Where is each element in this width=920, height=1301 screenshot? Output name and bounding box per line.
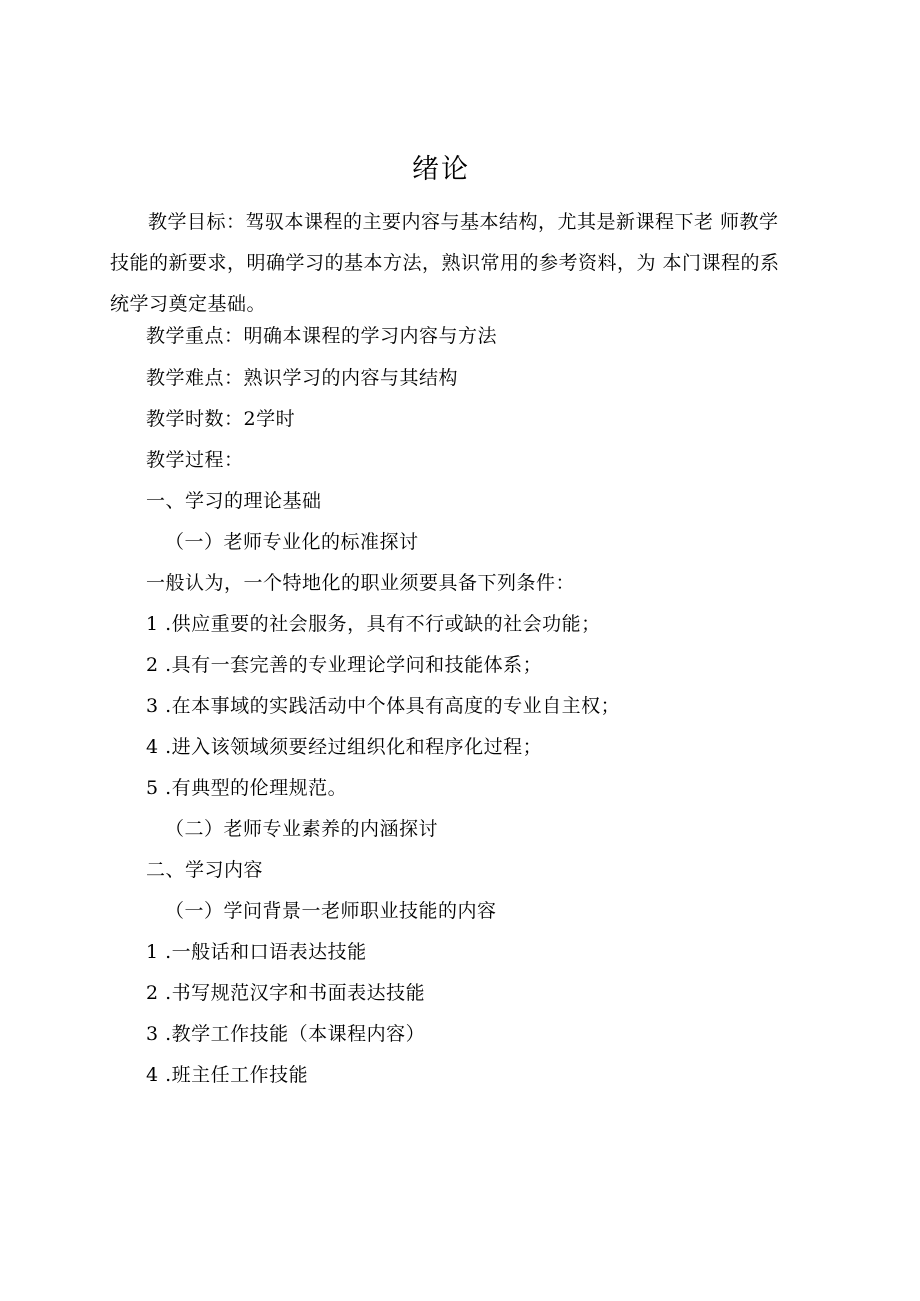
condition-item: 3 .在本事域的实践活动中个体具有高度的专业自主权； [146, 695, 621, 717]
condition-item: 4 .进入该领域须要经过组织化和程序化过程； [146, 736, 543, 758]
condition-item: 1 .供应重要的社会服务，具有不行或缺的社会功能； [146, 613, 601, 635]
teaching-difficulty: 教学难点：熟识学习的内容与其结构 [146, 367, 459, 389]
skill-item: 1 .一般话和口语表达技能 [146, 941, 367, 963]
section-1-sub-1-heading: （一）老师专业化的标准探讨 [165, 531, 419, 553]
skill-item: 3 .教学工作技能（本课程内容） [146, 1023, 426, 1045]
section-2-sub-1-heading: （一）学问背景一老师职业技能的内容 [165, 900, 497, 922]
conditions-intro: 一般认为，一个特地化的职业须要具备下列条件： [146, 572, 576, 594]
condition-item: 2 .具有一套完善的专业理论学问和技能体系； [146, 654, 543, 676]
teaching-key-point: 教学重点：明确本课程的学习内容与方法 [146, 325, 498, 347]
skill-item: 2 .书写规范汉字和书面表达技能 [146, 982, 426, 1004]
teaching-objective-paragraph: 教学目标：驾驭本课程的主要内容与基本结构，尤其是新课程下老 师教学技能的新要求，明确学习的基本方法，熟识常用的参考资料，为 本门课程的系统学习奠定基础。 [110, 211, 780, 315]
section-2-heading: 二、学习内容 [146, 859, 264, 881]
condition-item: 5 .有典型的伦理规范。 [146, 777, 348, 799]
section-1-sub-2-heading: （二）老师专业素养的内涵探讨 [165, 818, 439, 840]
section-1-heading: 一、学习的理论基础 [146, 490, 322, 512]
skill-item: 4 .班主任工作技能 [146, 1064, 309, 1086]
teaching-hours: 教学时数：2学时 [146, 408, 296, 430]
document-title: 绪论 [412, 154, 470, 185]
teaching-process: 教学过程： [146, 449, 244, 471]
